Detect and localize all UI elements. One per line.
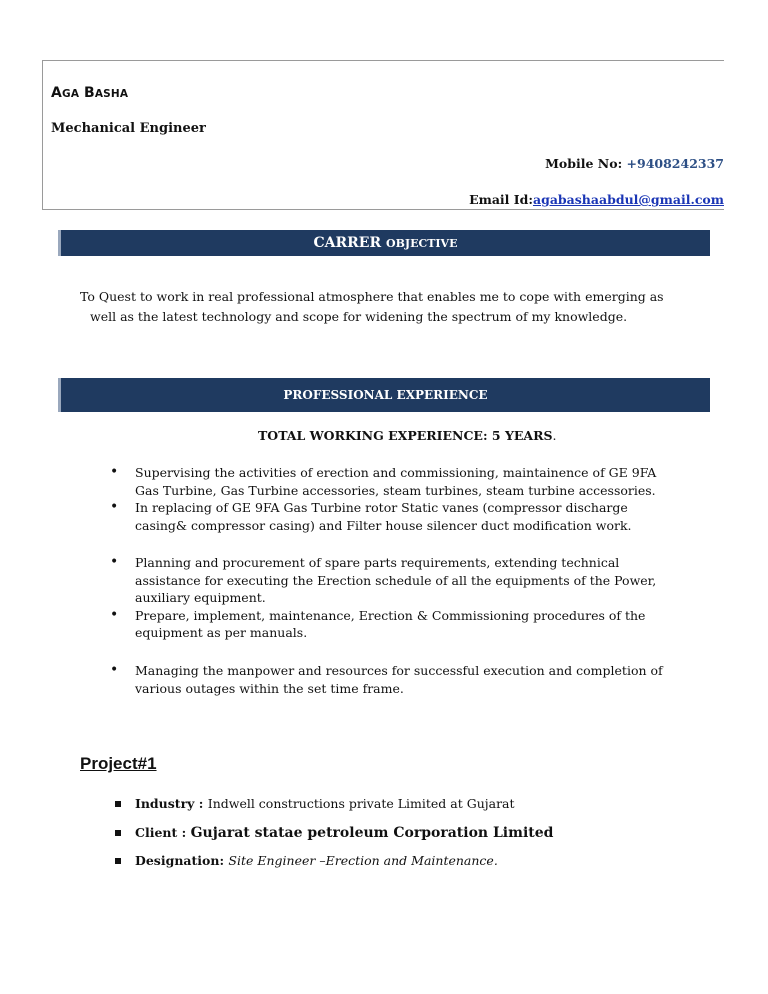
list-item: • Prepare, implement, maintenance, Erection & Commissioning procedures of the equipment as per manuals. — [110, 607, 680, 642]
list-item: • Supervising the activities of erection and commissioning, maintainence of GE 9FA Gas Turbine, Gas Turbine accessories, steam turbines, steam turbine accessories. — [110, 464, 680, 499]
project-title: Project#1 — [80, 754, 157, 773]
mobile-number: Mobile No: +9408242337 — [545, 156, 724, 171]
email-link[interactable]: agabashaabdul@gmail.com — [532, 192, 724, 207]
header-box — [42, 60, 724, 210]
list-item: • Managing the manpower and resources for successful execution and completion of various outages within the set time frame. — [110, 662, 680, 697]
experience-list-3 — [110, 662, 680, 697]
email-address: Email Id:agabashaabdul@gmail.com — [469, 192, 724, 207]
project-client: Client : Gujarat statae petroleum Corporation Limited — [115, 825, 553, 841]
objective-text: To Quest to work in real professional atmosphere that enables me to cope with emerging as well as the latest technology and scope for widening the spectrum of my knowledge. — [80, 289, 664, 324]
list-item: • Planning and procurement of spare parts requirements, extending technical assistance for executing the Erection schedule of all the equipments of the Power, auxiliary equipment. — [110, 554, 680, 607]
project-designation: Designation: Site Engineer –Erection and Maintenance. — [115, 853, 498, 868]
objective-heading: CARRER OBJECTIVE — [58, 230, 710, 256]
list-item: • In replacing of GE 9FA Gas Turbine rotor Static vanes (compressor discharge casing& compressor casing) and Filter house silencer duct modification work. — [110, 499, 680, 534]
candidate-name: AGA BASHA — [51, 85, 129, 101]
experience-list-2 — [110, 554, 680, 642]
total-experience: TOTAL WORKING EXPERIENCE: 5 YEARS. — [258, 428, 557, 443]
experience-heading: PROFESSIONAL EXPERIENCE — [58, 378, 710, 412]
experience-list-1 — [110, 464, 680, 534]
job-title: Mechanical Engineer — [51, 121, 206, 136]
project-industry: Industry : Indwell constructions private Limited at Gujarat — [115, 796, 515, 811]
